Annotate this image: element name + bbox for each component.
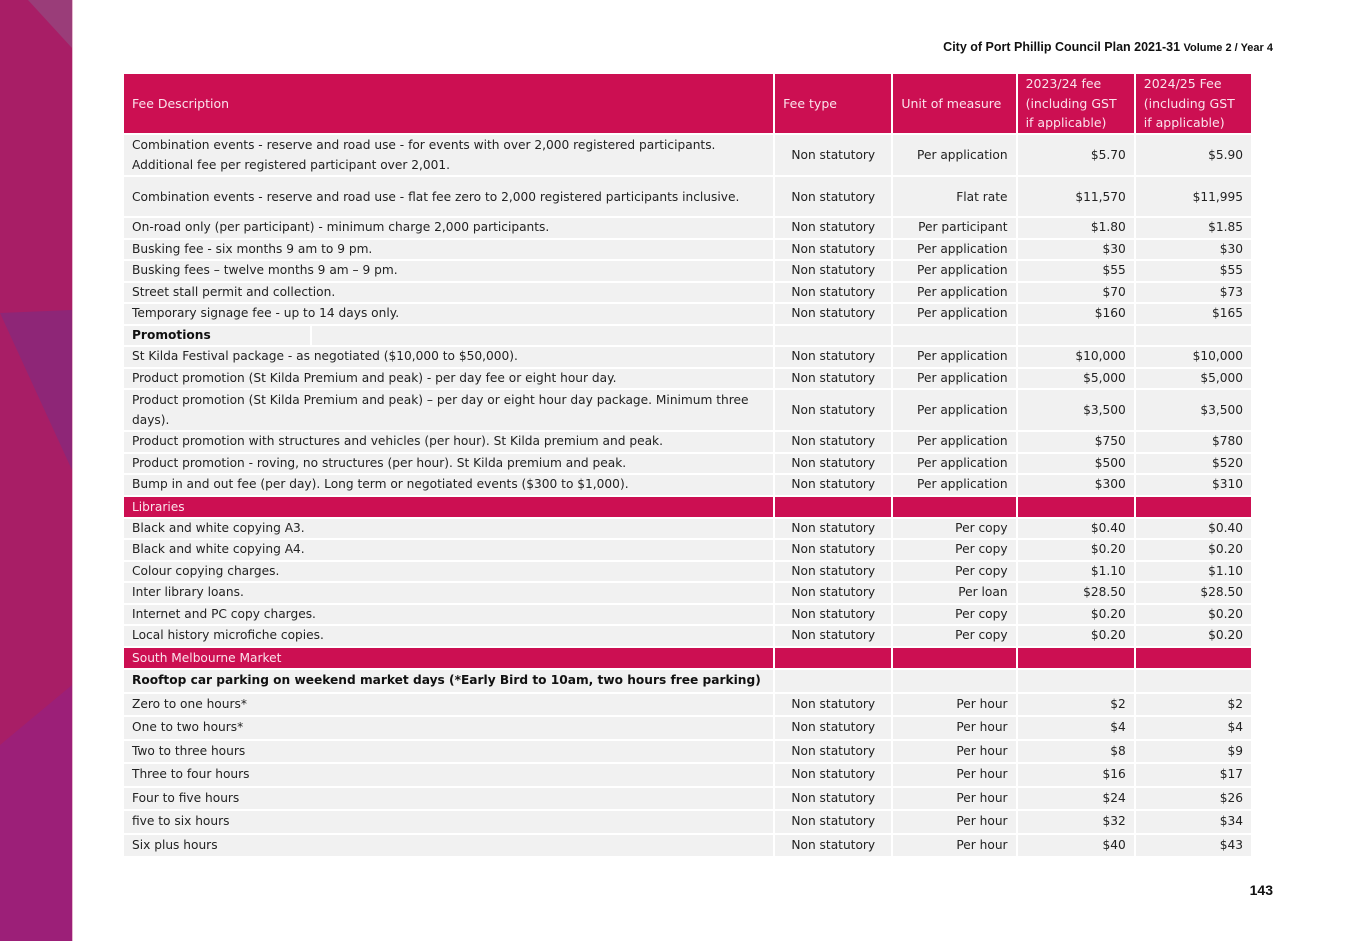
fee-2024: $3,500 [1136, 390, 1251, 430]
fee-description: Product promotion with structures and vehicles (per hour). St Kilda premium and peak. [124, 432, 773, 452]
page-number: 143 [1249, 882, 1273, 898]
fee-2024: $0.20 [1136, 626, 1251, 646]
fee-2023: $40 [1018, 835, 1134, 857]
fee-2023: $5,000 [1018, 369, 1134, 389]
fee-description: Two to three hours [124, 741, 773, 763]
fee-type: Non statutory [775, 218, 891, 238]
unit-of-measure: Per hour [893, 717, 1015, 739]
unit-of-measure: Per copy [893, 562, 1015, 582]
fee-type: Non statutory [775, 788, 891, 810]
fee-type: Non statutory [775, 741, 891, 763]
fee-description: Combination events - reserve and road use - for events with over 2,000 registered participants. Additional fee per registered participant over 2,001. [124, 135, 773, 175]
table-row [124, 261, 1251, 281]
fee-type: Non statutory [775, 135, 891, 175]
unit-of-measure: Per hour [893, 694, 1015, 716]
section-heading-libraries: Libraries [124, 497, 773, 517]
section-row-libraries [124, 497, 1251, 517]
empty-cell [1018, 670, 1134, 692]
unit-of-measure: Per hour [893, 811, 1015, 833]
table-row [124, 304, 1251, 324]
empty-cell [1018, 648, 1134, 668]
fee-type: Non statutory [775, 390, 891, 430]
fee-2023: $0.20 [1018, 540, 1134, 560]
table-row [124, 835, 1251, 857]
decorative-side-band [0, 0, 72, 941]
column-header-description: Fee Description [124, 74, 773, 133]
fee-2023: $0.20 [1018, 605, 1134, 625]
fee-type: Non statutory [775, 835, 891, 857]
unit-of-measure: Per application [893, 135, 1015, 175]
unit-of-measure: Per participant [893, 218, 1015, 238]
table-row [124, 218, 1251, 238]
table-row [124, 347, 1251, 367]
fee-2023: $28.50 [1018, 583, 1134, 603]
unit-of-measure: Per application [893, 283, 1015, 303]
fee-description: On-road only (per participant) - minimum charge 2,000 participants. [124, 218, 773, 238]
fee-2023: $16 [1018, 764, 1134, 786]
empty-cell [893, 648, 1015, 668]
table-row [124, 626, 1251, 646]
fee-description: five to six hours [124, 811, 773, 833]
subheading-row-rooftop-parking [124, 670, 1251, 692]
column-header-fee-type: Fee type [775, 74, 891, 133]
document-header [943, 40, 1273, 54]
fee-description: Temporary signage fee - up to 14 days only. [124, 304, 773, 324]
section-row-south-melbourne-market [124, 648, 1251, 668]
fee-type: Non statutory [775, 177, 891, 216]
empty-cell [893, 326, 1015, 346]
fee-description: Product promotion - roving, no structures (per hour). St Kilda premium and peak. [124, 454, 773, 474]
fee-2023: $0.20 [1018, 626, 1134, 646]
fee-2024: $11,995 [1136, 177, 1251, 216]
fee-type: Non statutory [775, 261, 891, 281]
fee-type: Non statutory [775, 717, 891, 739]
fee-type: Non statutory [775, 519, 891, 539]
table-row [124, 605, 1251, 625]
unit-of-measure: Per application [893, 261, 1015, 281]
unit-of-measure: Per hour [893, 764, 1015, 786]
unit-of-measure: Per application [893, 369, 1015, 389]
empty-cell [893, 497, 1015, 517]
fee-type: Non statutory [775, 432, 891, 452]
table-row [124, 562, 1251, 582]
fee-type: Non statutory [775, 694, 891, 716]
unit-of-measure: Per copy [893, 519, 1015, 539]
fee-type: Non statutory [775, 475, 891, 495]
unit-of-measure: Per hour [893, 788, 1015, 810]
fee-description: Zero to one hours* [124, 694, 773, 716]
table-row [124, 811, 1251, 833]
fee-2023: $5.70 [1018, 135, 1134, 175]
fee-2024: $43 [1136, 835, 1251, 857]
fee-2024: $34 [1136, 811, 1251, 833]
fee-2023: $10,000 [1018, 347, 1134, 367]
fee-2023: $500 [1018, 454, 1134, 474]
fee-description: Black and white copying A3. [124, 519, 773, 539]
table-header-row [124, 74, 1251, 133]
fee-type: Non statutory [775, 347, 891, 367]
fee-2024: $310 [1136, 475, 1251, 495]
fee-2024: $520 [1136, 454, 1251, 474]
column-header-fee-2024: 2024/25 Fee (including GST if applicable) [1136, 74, 1251, 133]
unit-of-measure: Per application [893, 304, 1015, 324]
fee-2024: $2 [1136, 694, 1251, 716]
fee-2023: $1.80 [1018, 218, 1134, 238]
fee-type: Non statutory [775, 626, 891, 646]
empty-cell [775, 326, 891, 346]
table-row [124, 788, 1251, 810]
fee-description: Product promotion (St Kilda Premium and peak) - per day fee or eight hour day. [124, 369, 773, 389]
table-row [124, 583, 1251, 603]
empty-cell [1018, 497, 1134, 517]
fee-description: Busking fees – twelve months 9 am – 9 pm. [124, 261, 773, 281]
document-title: City of Port Phillip Council Plan 2021-31 [943, 40, 1181, 54]
unit-of-measure: Flat rate [893, 177, 1015, 216]
table-row [124, 694, 1251, 716]
fee-description: Four to five hours [124, 788, 773, 810]
document-subtitle: Volume 2 / Year 4 [1183, 42, 1273, 54]
unit-of-measure: Per application [893, 475, 1015, 495]
fee-2023: $2 [1018, 694, 1134, 716]
fee-2024: $4 [1136, 717, 1251, 739]
subheading-rooftop-parking: Rooftop car parking on weekend market days (*Early Bird to 10am, two hours free parking) [124, 670, 773, 692]
unit-of-measure: Per loan [893, 583, 1015, 603]
unit-of-measure: Per application [893, 347, 1015, 367]
table-row [124, 717, 1251, 739]
fee-type: Non statutory [775, 304, 891, 324]
table-row [124, 519, 1251, 539]
unit-of-measure: Per application [893, 240, 1015, 260]
unit-of-measure: Per application [893, 390, 1015, 430]
table-row [124, 432, 1251, 452]
unit-of-measure: Per hour [893, 835, 1015, 857]
fee-2024: $26 [1136, 788, 1251, 810]
fees-table [122, 72, 1253, 858]
fee-2024: $780 [1136, 432, 1251, 452]
fee-description: Internet and PC copy charges. [124, 605, 773, 625]
fee-description: Local history microfiche copies. [124, 626, 773, 646]
fee-2024: $0.20 [1136, 540, 1251, 560]
subheading-row-promotions [124, 326, 1251, 346]
table-row [124, 283, 1251, 303]
unit-of-measure: Per application [893, 432, 1015, 452]
fee-2024: $9 [1136, 741, 1251, 763]
fee-2023: $70 [1018, 283, 1134, 303]
fee-description: Black and white copying A4. [124, 540, 773, 560]
fee-2023: $4 [1018, 717, 1134, 739]
table-row [124, 454, 1251, 474]
empty-cell [775, 497, 891, 517]
fee-2023: $0.40 [1018, 519, 1134, 539]
fee-description: Combination events - reserve and road use - flat fee zero to 2,000 registered participants inclusive. [124, 177, 773, 216]
table-row [124, 540, 1251, 560]
empty-cell [1018, 326, 1134, 346]
fee-type: Non statutory [775, 605, 891, 625]
subheading-promotions [124, 326, 773, 346]
fee-description: Six plus hours [124, 835, 773, 857]
unit-of-measure: Per hour [893, 741, 1015, 763]
table-row [124, 475, 1251, 495]
fee-2024: $0.20 [1136, 605, 1251, 625]
table-row [124, 390, 1251, 430]
fee-type: Non statutory [775, 811, 891, 833]
fee-2023: $300 [1018, 475, 1134, 495]
column-header-fee-2023: 2023/24 fee (including GST if applicable) [1018, 74, 1134, 133]
fee-description: Busking fee - six months 9 am to 9 pm. [124, 240, 773, 260]
fee-2023: $30 [1018, 240, 1134, 260]
fee-2024: $0.40 [1136, 519, 1251, 539]
fee-description: St Kilda Festival package - as negotiated ($10,000 to $50,000). [124, 347, 773, 367]
table-row [124, 135, 1251, 175]
fee-description: Product promotion (St Kilda Premium and peak) – per day or eight hour day package. Minimum three days). [124, 390, 773, 430]
fee-2023: $55 [1018, 261, 1134, 281]
fee-description: Bump in and out fee (per day). Long term or negotiated events ($300 to $1,000). [124, 475, 773, 495]
fee-2023: $160 [1018, 304, 1134, 324]
side-band-edge [72, 0, 73, 941]
fee-description: One to two hours* [124, 717, 773, 739]
fee-type: Non statutory [775, 240, 891, 260]
fee-2023: $11,570 [1018, 177, 1134, 216]
table-row [124, 741, 1251, 763]
empty-cell [893, 670, 1015, 692]
unit-of-measure: Per copy [893, 626, 1015, 646]
fee-2023: $3,500 [1018, 390, 1134, 430]
fee-2024: $55 [1136, 261, 1251, 281]
fee-2024: $5.90 [1136, 135, 1251, 175]
fee-2024: $165 [1136, 304, 1251, 324]
fee-2023: $32 [1018, 811, 1134, 833]
unit-of-measure: Per copy [893, 540, 1015, 560]
fee-2024: $5,000 [1136, 369, 1251, 389]
fee-2023: $8 [1018, 741, 1134, 763]
fee-2024: $1.10 [1136, 562, 1251, 582]
fee-type: Non statutory [775, 540, 891, 560]
fee-type: Non statutory [775, 454, 891, 474]
fee-2024: $10,000 [1136, 347, 1251, 367]
empty-cell [1136, 326, 1251, 346]
fee-type: Non statutory [775, 369, 891, 389]
fee-description: Street stall permit and collection. [124, 283, 773, 303]
fee-description: Colour copying charges. [124, 562, 773, 582]
fee-2024: $17 [1136, 764, 1251, 786]
column-header-unit: Unit of measure [893, 74, 1015, 133]
fee-type: Non statutory [775, 283, 891, 303]
table-row [124, 240, 1251, 260]
fee-description: Three to four hours [124, 764, 773, 786]
fee-2023: $1.10 [1018, 562, 1134, 582]
geometric-pattern-icon [0, 0, 72, 941]
fee-2023: $24 [1018, 788, 1134, 810]
section-heading-south-melbourne-market: South Melbourne Market [124, 648, 773, 668]
table-row [124, 369, 1251, 389]
unit-of-measure: Per copy [893, 605, 1015, 625]
empty-cell [775, 648, 891, 668]
unit-of-measure: Per application [893, 454, 1015, 474]
subheading-label: Promotions [132, 327, 211, 342]
empty-cell [775, 670, 891, 692]
fee-description: Inter library loans. [124, 583, 773, 603]
fee-2024: $28.50 [1136, 583, 1251, 603]
empty-cell [1136, 497, 1251, 517]
table-row [124, 764, 1251, 786]
fee-2024: $30 [1136, 240, 1251, 260]
fee-2024: $73 [1136, 283, 1251, 303]
fee-2023: $750 [1018, 432, 1134, 452]
fee-2024: $1.85 [1136, 218, 1251, 238]
empty-cell [1136, 670, 1251, 692]
fee-type: Non statutory [775, 583, 891, 603]
fee-type: Non statutory [775, 562, 891, 582]
empty-cell [1136, 648, 1251, 668]
fee-type: Non statutory [775, 764, 891, 786]
table-row [124, 177, 1251, 216]
